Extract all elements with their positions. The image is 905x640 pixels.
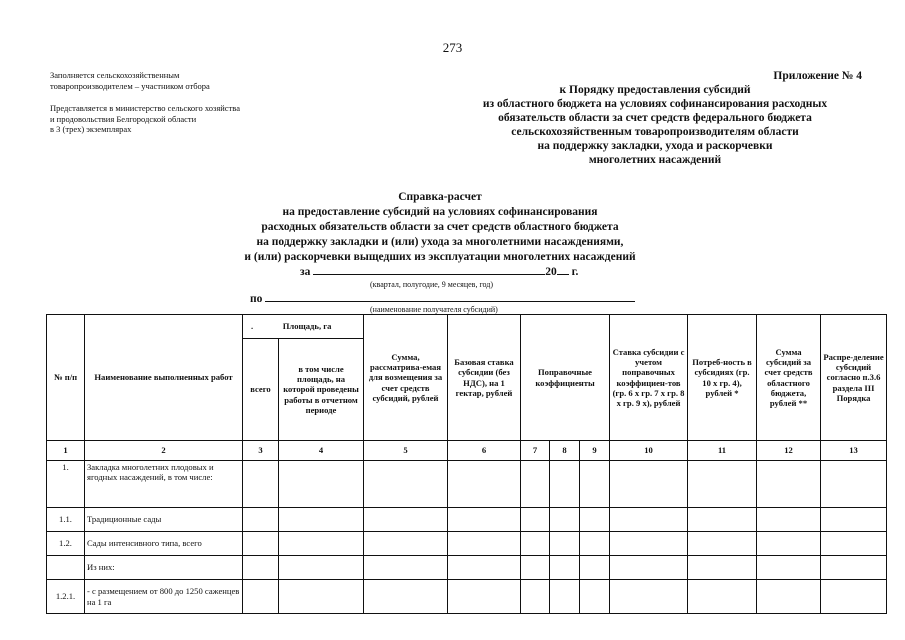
cell[interactable]	[688, 580, 757, 614]
cell[interactable]	[243, 461, 279, 508]
cell[interactable]	[243, 580, 279, 614]
cell[interactable]	[448, 556, 521, 580]
cell[interactable]	[757, 556, 821, 580]
column-number: 1	[47, 441, 85, 461]
submitted-to-note	[50, 103, 240, 135]
column-number: 5	[364, 441, 448, 461]
cell[interactable]	[550, 556, 580, 580]
row-number: 1.	[47, 461, 85, 508]
period-field[interactable]	[300, 263, 578, 278]
cell[interactable]	[279, 580, 364, 614]
title-line: на предоставление субсидий на условиях софинансирования	[282, 206, 598, 218]
area-dot: .	[251, 321, 254, 332]
cell[interactable]	[821, 532, 887, 556]
cell[interactable]	[364, 508, 448, 532]
table-row	[47, 580, 887, 614]
cell[interactable]	[364, 580, 448, 614]
cell[interactable]	[821, 556, 887, 580]
cell[interactable]	[521, 461, 550, 508]
cell[interactable]	[757, 461, 821, 508]
recipient-blank[interactable]	[265, 290, 635, 302]
cell[interactable]	[243, 508, 279, 532]
cell[interactable]	[610, 532, 688, 556]
cell[interactable]	[757, 508, 821, 532]
recipient-field[interactable]	[250, 290, 635, 305]
cell[interactable]	[448, 461, 521, 508]
column-number: 4	[279, 441, 364, 461]
appendix-line: обязательств области за счет средств федерального бюджета	[498, 112, 812, 124]
title-line: и (или) раскорчевки выщедших из эксплуатации многолетних насаждений	[244, 251, 636, 263]
cell[interactable]	[757, 580, 821, 614]
table-row	[47, 508, 887, 532]
cell[interactable]	[279, 556, 364, 580]
header-coefficients: Поправочные коэффициенты	[521, 315, 610, 441]
note-line: товаропроизводителем – участником отбора	[50, 80, 210, 91]
page-number: 273	[442, 40, 463, 55]
header-work-name: Наименование выполненных работ	[85, 315, 243, 441]
column-number: 13	[821, 441, 887, 461]
cell[interactable]	[550, 461, 580, 508]
table-row	[47, 556, 887, 580]
period-hint: (квартал, полугодие, 9 месяцев, год)	[370, 280, 494, 289]
header-area-total: всего	[243, 339, 279, 441]
cell[interactable]	[580, 532, 610, 556]
cell[interactable]	[821, 580, 887, 614]
period-prefix: за	[300, 266, 311, 278]
cell[interactable]	[448, 508, 521, 532]
period-blank[interactable]	[313, 263, 545, 275]
note-line: в 3 (трех) экземплярах	[50, 124, 132, 134]
cell[interactable]	[580, 556, 610, 580]
row-number: 1.2.1.	[47, 580, 85, 614]
cell[interactable]	[521, 556, 550, 580]
cell[interactable]	[550, 508, 580, 532]
title-line: расходных обязательств области за счет средств областного бюджета	[261, 221, 619, 233]
cell[interactable]	[521, 580, 550, 614]
area-label: Площадь, га	[282, 321, 332, 332]
header-area-group	[243, 315, 364, 339]
recipient-prefix: по	[250, 293, 263, 305]
cell[interactable]	[688, 532, 757, 556]
column-number: 11	[688, 441, 757, 461]
header-area-period: в том числе площадь, на которой проведены работы в отчетном периоде	[279, 339, 364, 441]
column-number: 9	[580, 441, 610, 461]
cell[interactable]	[610, 461, 688, 508]
cell[interactable]	[580, 508, 610, 532]
recipient-hint: (наименование получателя субсидий)	[370, 305, 498, 314]
row-name: Традиционные сады	[85, 508, 243, 532]
appendix-title: Приложение № 4	[773, 70, 862, 82]
table-row	[47, 461, 887, 508]
header-distribution: Распре-деление субсидий согласно п.3.6 раздела III Порядка	[821, 315, 887, 441]
cell[interactable]	[279, 508, 364, 532]
cell[interactable]	[688, 556, 757, 580]
cell[interactable]	[550, 580, 580, 614]
row-name: Сады интенсивного типа, всего	[85, 532, 243, 556]
cell[interactable]	[821, 461, 887, 508]
cell[interactable]	[610, 508, 688, 532]
cell[interactable]	[521, 532, 550, 556]
column-number: 3	[243, 441, 279, 461]
year-blank[interactable]	[557, 263, 569, 275]
cell[interactable]	[550, 532, 580, 556]
document-title: Справка-расчет	[398, 191, 482, 203]
appendix-line: из областного бюджета на условиях софинансирования расходных	[482, 98, 828, 110]
row-number	[47, 556, 85, 580]
cell[interactable]	[688, 508, 757, 532]
cell[interactable]	[688, 461, 757, 508]
cell[interactable]	[279, 532, 364, 556]
cell[interactable]	[610, 556, 688, 580]
column-number: 12	[757, 441, 821, 461]
cell[interactable]	[521, 508, 550, 532]
appendix-line: многолетних насаждений	[588, 154, 722, 166]
year-suffix: г.	[571, 266, 579, 278]
note-line: Заполняется сельскохозяйственным	[50, 70, 180, 80]
year-prefix: 20	[545, 266, 557, 278]
cell[interactable]	[243, 532, 279, 556]
cell[interactable]	[757, 532, 821, 556]
column-number: 2	[85, 441, 243, 461]
filled-by-note	[50, 70, 210, 91]
header-regional-sum: Сумма субсидий за счет средств областного бюджета, рублей **	[757, 315, 821, 441]
column-number: 8	[550, 441, 580, 461]
header-base-rate: Базовая ставка субсидии (без НДС), на 1 гектар, рублей	[448, 315, 521, 441]
row-number: 1.1.	[47, 508, 85, 532]
subsidy-table	[46, 314, 887, 614]
appendix-line: сельскохозяйственным товаропроизводителям области	[511, 126, 799, 138]
note-line: Представляется в министерство сельского хозяйства	[50, 103, 240, 113]
cell[interactable]	[364, 461, 448, 508]
header-need: Потреб-ность в субсидиях (гр. 10 х гр. 4), рублей *	[688, 315, 757, 441]
row-name: - с размещением от 800 до 1250 саженцев на 1 га	[85, 580, 243, 614]
appendix-header	[440, 69, 870, 167]
cell[interactable]	[364, 532, 448, 556]
cell[interactable]	[243, 556, 279, 580]
header-sum: Сумма, рассматрива-емая для возмещения за счет средств субсидий, рублей	[364, 315, 448, 441]
cell[interactable]	[279, 461, 364, 508]
title-line: на поддержку закладки и (или) ухода за многолетними насаждениями,	[256, 236, 624, 248]
row-number: 1.2.	[47, 532, 85, 556]
row-name: Из них:	[85, 556, 243, 580]
header-num: № п/п	[47, 315, 85, 441]
column-numbers-row	[47, 441, 887, 461]
cell[interactable]	[610, 580, 688, 614]
table-row	[47, 532, 887, 556]
cell[interactable]	[448, 532, 521, 556]
column-number: 7	[521, 441, 550, 461]
appendix-line: к Порядку предоставления субсидий	[559, 84, 751, 96]
cell[interactable]	[580, 461, 610, 508]
cell[interactable]	[821, 508, 887, 532]
column-number: 6	[448, 441, 521, 461]
cell[interactable]	[448, 580, 521, 614]
calculation-title	[140, 190, 740, 265]
header-adjusted-rate: Ставка субсидии с учетом поправочных коэффициен-тов (гр. 6 х гр. 7 х гр. 8 х гр. 9 х), рублей	[610, 315, 688, 441]
column-number: 10	[610, 441, 688, 461]
row-name: Закладка многолетних плодовых и ягодных насаждений, в том числе:	[85, 461, 243, 508]
note-line: и продовольствия Белгородской области	[50, 113, 197, 124]
appendix-line: на поддержку закладки, ухода и раскорчевки	[537, 140, 773, 152]
cell[interactable]	[364, 556, 448, 580]
cell[interactable]	[580, 580, 610, 614]
